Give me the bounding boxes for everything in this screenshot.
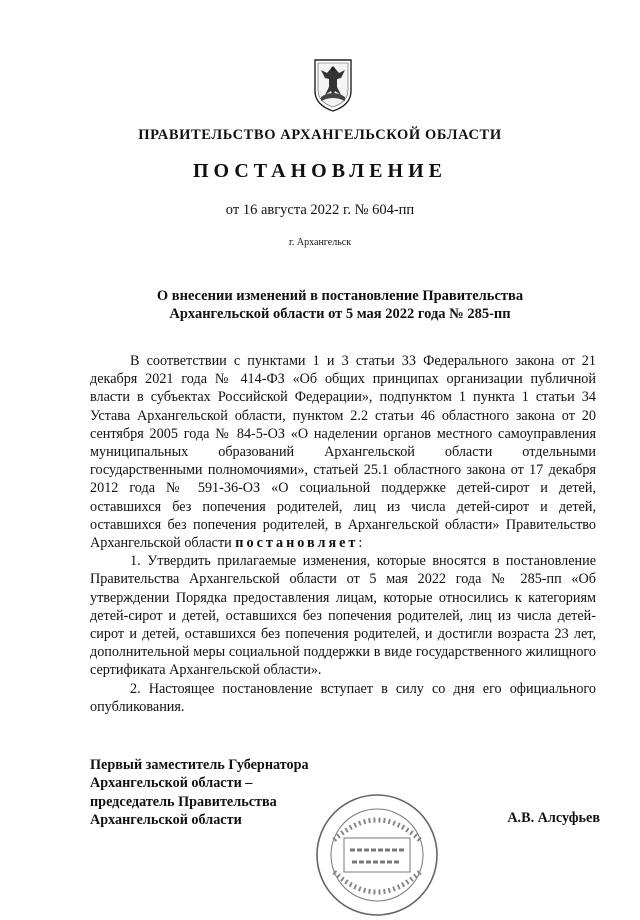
item-2-paragraph: 2. Настоящее постановление вступает в силу со дня его официального опубликования. (90, 680, 596, 715)
document-type: ПОСТАНОВЛЕНИЕ (193, 160, 447, 182)
city-line: г. Архангельск (288, 237, 352, 248)
position-line-3: председатель Правительства (90, 793, 277, 810)
government-title: ПРАВИТЕЛЬСТВО АРХАНГЕЛЬСКОЙ ОБЛАСТИ (138, 127, 502, 143)
position-line-4: Архангельской области (90, 811, 242, 828)
signatory-position (90, 756, 350, 829)
decree-word: постановляет (235, 535, 359, 552)
item-1-paragraph: 1. Утвердить прилагаемые изменения, которые вносятся в постановление Правительства Архангельской области от 5 мая 2022 года № 285-пп «Об утверждении Порядка предоставления лицам, которые относились к категориям детей-сирот и детей, оставшихся без попечения родителей, лиц из числа детей-сирот и детей, оставшихся без попечения родителей, и достигли возраста 23 лет, дополнительной меры социальной поддержки в виде государственного жилищного сертификата Архангельской области». (90, 553, 596, 679)
decree-colon: : (358, 535, 363, 552)
document-subject (140, 287, 540, 323)
coat-of-arms-icon (312, 57, 354, 113)
position-line-2: Архангельской области – (90, 775, 253, 792)
document-body (90, 352, 596, 716)
preamble-paragraph (90, 352, 596, 552)
official-stamp-icon (312, 790, 442, 920)
position-line-1: Первый заместитель Губернатора (90, 757, 309, 773)
date-number-line: от 16 августа 2022 г. № 604-пп (225, 202, 415, 218)
signatory-name: А.В. Алсуфьев (507, 810, 600, 826)
subject-line-1: О внесении изменений в постановление Правительства (156, 288, 524, 304)
subject-line-2: Архангельской области от 5 мая 2022 года № 285-пп (169, 306, 511, 322)
preamble-text: В соответствии с пунктами 1 и 3 статьи 33 Федерального закона от 21 декабря 2021 года № 414-ФЗ «Об общих принципах организации публичной власти в субъектах Российской Федерации», подпунктом 1 пункта 1 статьи 34 Устава Архангельской области, пунктом 2.2 статьи 46 областного закона от 20 сентября 2005 года № 84-5-ОЗ «О наделении органов местного самоуправления муниципальных образований Архангельской области отдельными государственными полномочиями», статьей 25.1 областного закона от 17 декабря 2012 года № 591-36-ОЗ «О социальной поддержке детей-сирот и детей, оставшихся без попечения родителей, лиц из числа детей-сирот и детей, оставшихся без попечения родителей, в Архангельской области» Правительство Архангельской области (90, 353, 596, 552)
